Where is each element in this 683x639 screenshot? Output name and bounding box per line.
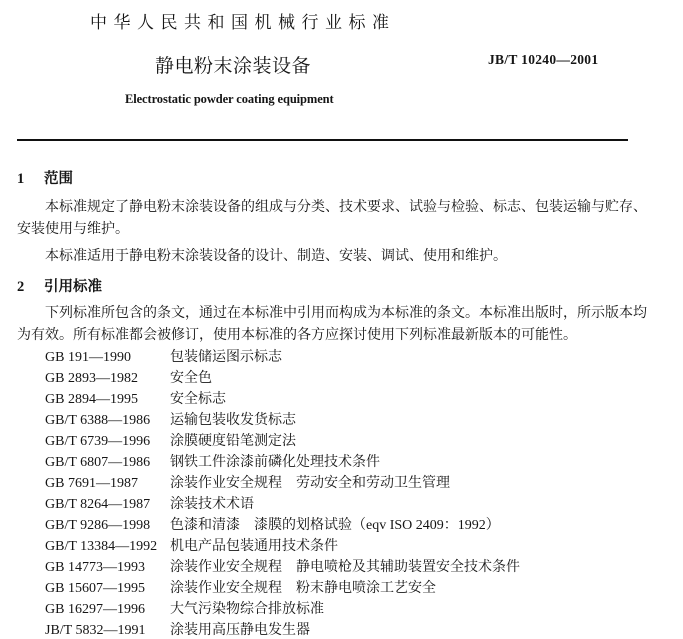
reference-row [17, 557, 633, 578]
reference-row [17, 599, 633, 620]
reference-title: 大气污染物综合排放标准 [170, 602, 324, 617]
reference-title: 涂装作业安全规程 静电喷枪及其辅助装置安全技术条件 [170, 560, 520, 575]
reference-row [17, 536, 633, 557]
reference-code: GB 14773—1993 [45, 560, 145, 575]
reference-code: GB/T 8264—1987 [45, 497, 151, 512]
reference-title: 包装储运图示标志 [170, 350, 282, 365]
reference-title: 运输包装收发货标志 [170, 413, 296, 428]
paragraph-line: 安装使用与维护。 [17, 222, 129, 237]
reference-row [17, 620, 633, 639]
reference-title: 涂装技术术语 [170, 497, 254, 512]
section-1-heading [17, 168, 633, 190]
reference-row [17, 578, 633, 599]
paragraph-line: 下列标准所包含的条文，通过在本标准中引用而构成为本标准的条文。本标准出版时，所示版本均 [45, 306, 647, 321]
reference-code: GB 2894—1995 [45, 392, 138, 407]
references-list [17, 347, 633, 639]
reference-code: GB 191—1990 [45, 350, 131, 365]
doc-title-en: Electrostatic powder coating equipment [125, 92, 334, 106]
section-2-title: 引用标准 [44, 279, 102, 295]
reference-row [17, 389, 633, 410]
reference-code: GB/T 9286—1998 [45, 518, 151, 533]
reference-code: GB/T 6739—1996 [45, 434, 151, 449]
reference-title: 机电产品包装通用技术条件 [170, 539, 338, 554]
doc-title: 静电粉末涂装设备 [155, 56, 312, 77]
section-1-number: 1 [17, 171, 25, 187]
reference-row [17, 368, 633, 389]
reference-code: GB 2893—1982 [45, 371, 138, 386]
reference-code: GB/T 6807—1986 [45, 455, 151, 470]
reference-title: 色漆和清漆 漆膜的划格试验（eqv ISO 2409：1992） [170, 518, 500, 533]
reference-title: 涂装用高压静电发生器 [170, 623, 310, 638]
reference-row [17, 452, 633, 473]
reference-code: GB/T 6388—1986 [45, 413, 151, 428]
reference-code: GB 15607—1995 [45, 581, 145, 596]
section-2-number: 2 [17, 279, 25, 295]
reference-code: GB 16297—1996 [45, 602, 145, 617]
reference-row [17, 431, 633, 452]
masthead-header: 中华人民共和国机械行业标准 [90, 13, 396, 32]
references-intro-paragraph [17, 303, 647, 347]
section-2-heading [17, 276, 633, 298]
reference-code: JB/T 5832—1991 [45, 623, 146, 638]
reference-row [17, 494, 633, 515]
reference-title: 涂装作业安全规程 粉末静电喷涂工艺安全 [170, 581, 436, 596]
reference-code: GB/T 13384—1992 [45, 539, 158, 554]
scope-paragraph-1 [17, 197, 647, 241]
paragraph-line: 本标准规定了静电粉末涂装设备的组成与分类、技术要求、试验与检验、标志、包装运输与贮存、 [45, 200, 647, 215]
standard-number: JB/T 10240—2001 [488, 52, 599, 67]
reference-code: GB 7691—1987 [45, 476, 138, 491]
reference-title: 涂膜硬度铅笔测定法 [170, 434, 296, 449]
reference-row [17, 473, 633, 494]
reference-title: 钢铁工件涂漆前磷化处理技术条件 [170, 455, 380, 470]
divider-rule [17, 139, 628, 141]
scope-paragraph-2 [17, 246, 633, 268]
content-area [17, 160, 647, 639]
reference-row [17, 410, 633, 431]
reference-row [17, 347, 633, 368]
reference-title: 安全标志 [170, 392, 226, 407]
reference-title: 涂装作业安全规程 劳动安全和劳动卫生管理 [170, 476, 450, 491]
paragraph-line: 本标准适用于静电粉末涂装设备的设计、制造、安装、调试、使用和维护。 [45, 249, 507, 264]
reference-title: 安全色 [170, 371, 212, 386]
reference-row [17, 515, 633, 536]
section-1-title: 范围 [44, 171, 73, 187]
paragraph-line: 为有效。所有标准都会被修订，使用本标准的各方应探讨使用下列标准最新版本的可能性。 [17, 328, 577, 343]
